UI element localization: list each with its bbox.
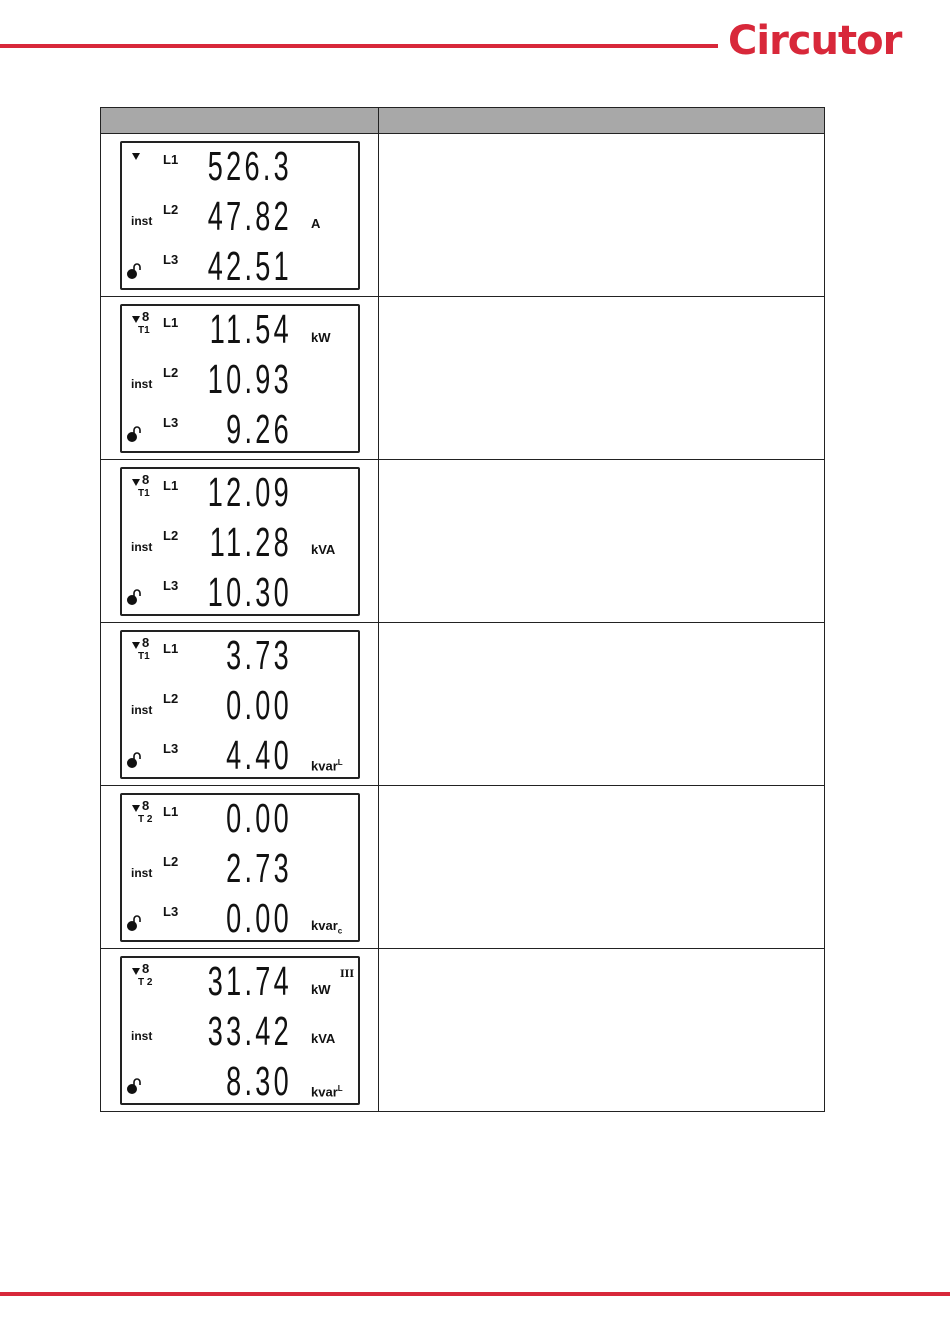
header-cell-display (101, 108, 379, 134)
lcd-screen (120, 956, 360, 1105)
description-cell (379, 460, 825, 623)
phase-label: L2 (163, 854, 179, 869)
footer-rule (0, 1292, 950, 1296)
description-cell (379, 623, 825, 786)
display-cell (101, 949, 379, 1112)
table-row (101, 623, 825, 786)
display-cell (101, 786, 379, 949)
unit-label: kvar$_c$ (311, 918, 343, 936)
reading-value: 526.3 (207, 143, 292, 189)
phase-label: L2 (163, 528, 179, 543)
unlocked-icon (126, 262, 144, 280)
display-cell (101, 623, 379, 786)
three-phase-icon: III (340, 969, 355, 980)
unit-label: kW (311, 330, 331, 345)
tariff-digit-icon: 8 (142, 635, 150, 650)
inst-label: inst (131, 540, 153, 554)
lcd-screen (120, 141, 360, 290)
scroll-indicator-icon (132, 642, 140, 649)
phase-label: L1 (163, 804, 179, 819)
circutor-logo: Circutor (728, 18, 902, 64)
unlocked-icon (126, 588, 144, 606)
table-row (101, 786, 825, 949)
tariff-digit-icon: 8 (142, 472, 150, 487)
tariff-label: T1 (138, 325, 150, 336)
header-cell-description (379, 108, 825, 134)
lcd-screen (120, 467, 360, 616)
reading-value: 0.00 (226, 795, 292, 841)
reading-value: 2.73 (226, 845, 292, 891)
description-cell (379, 297, 825, 460)
table-row (101, 460, 825, 623)
reading-value: 0.00 (226, 682, 292, 728)
reading-value: 31.74 (207, 958, 292, 1004)
table-row (101, 297, 825, 460)
unit-label: kW (311, 982, 331, 997)
reading-value: 4.40 (226, 732, 292, 778)
inst-label: inst (131, 866, 153, 880)
reading-value: 9.26 (226, 406, 292, 452)
unit-label: kVA (311, 542, 336, 557)
description-cell (379, 949, 825, 1112)
phase-label: L3 (163, 904, 179, 919)
inst-label: inst (131, 1029, 153, 1043)
reading-value: 11.28 (209, 519, 292, 565)
description-cell (379, 786, 825, 949)
phase-label: L1 (163, 478, 179, 493)
tariff-label: T1 (138, 651, 150, 662)
table-row (101, 134, 825, 297)
phase-label: L1 (163, 315, 179, 330)
unlocked-icon (126, 425, 144, 443)
phase-label: L1 (163, 641, 179, 656)
unlocked-icon (126, 914, 144, 932)
unit-label: A (311, 216, 321, 231)
phase-label: L2 (163, 691, 179, 706)
tariff-label: T 2 (138, 814, 153, 825)
tariff-digit-icon: 8 (142, 961, 150, 976)
reading-value: 47.82 (207, 193, 292, 239)
reading-value: 12.09 (207, 469, 292, 515)
header-rule (0, 44, 718, 48)
scroll-indicator-icon (132, 479, 140, 486)
tariff-digit-icon: 8 (142, 798, 150, 813)
tariff-label: T1 (138, 488, 150, 499)
phase-label: L1 (163, 152, 179, 167)
unlocked-icon (126, 751, 144, 769)
lcd-screen (120, 304, 360, 453)
reading-value: 10.30 (207, 569, 292, 615)
display-cell (101, 134, 379, 297)
description-cell (379, 134, 825, 297)
inst-label: inst (131, 214, 153, 228)
display-cell (101, 460, 379, 623)
display-screens-table (100, 107, 825, 1112)
tariff-digit-icon: 8 (142, 309, 150, 324)
lcd-screen (120, 793, 360, 942)
inst-label: inst (131, 703, 153, 717)
phase-label: L3 (163, 578, 179, 593)
tariff-label: T 2 (138, 977, 153, 988)
unlocked-icon (126, 1077, 144, 1095)
reading-value: 3.73 (226, 632, 292, 678)
scroll-indicator-icon (132, 805, 140, 812)
table-row (101, 949, 825, 1112)
reading-value: 0.00 (226, 895, 292, 941)
phase-label: L3 (163, 415, 179, 430)
display-cell (101, 297, 379, 460)
phase-label: L2 (163, 365, 179, 380)
reading-value: 8.30 (226, 1058, 292, 1104)
phase-label: L3 (163, 741, 179, 756)
unit-label: kvar$^L$ (311, 758, 343, 774)
reading-value: 42.51 (207, 243, 292, 289)
scroll-indicator-icon (132, 153, 140, 160)
reading-value: 10.93 (207, 356, 292, 402)
reading-value: 11.54 (209, 306, 292, 352)
phase-label: L2 (163, 202, 179, 217)
scroll-indicator-icon (132, 316, 140, 323)
phase-label: L3 (163, 252, 179, 267)
lcd-screen (120, 630, 360, 779)
unit-label: kVA (311, 1031, 336, 1046)
scroll-indicator-icon (132, 968, 140, 975)
reading-value: 33.42 (207, 1008, 292, 1054)
unit-label: kvar$^L$ (311, 1084, 343, 1100)
table-header-row (101, 108, 825, 134)
inst-label: inst (131, 377, 153, 391)
